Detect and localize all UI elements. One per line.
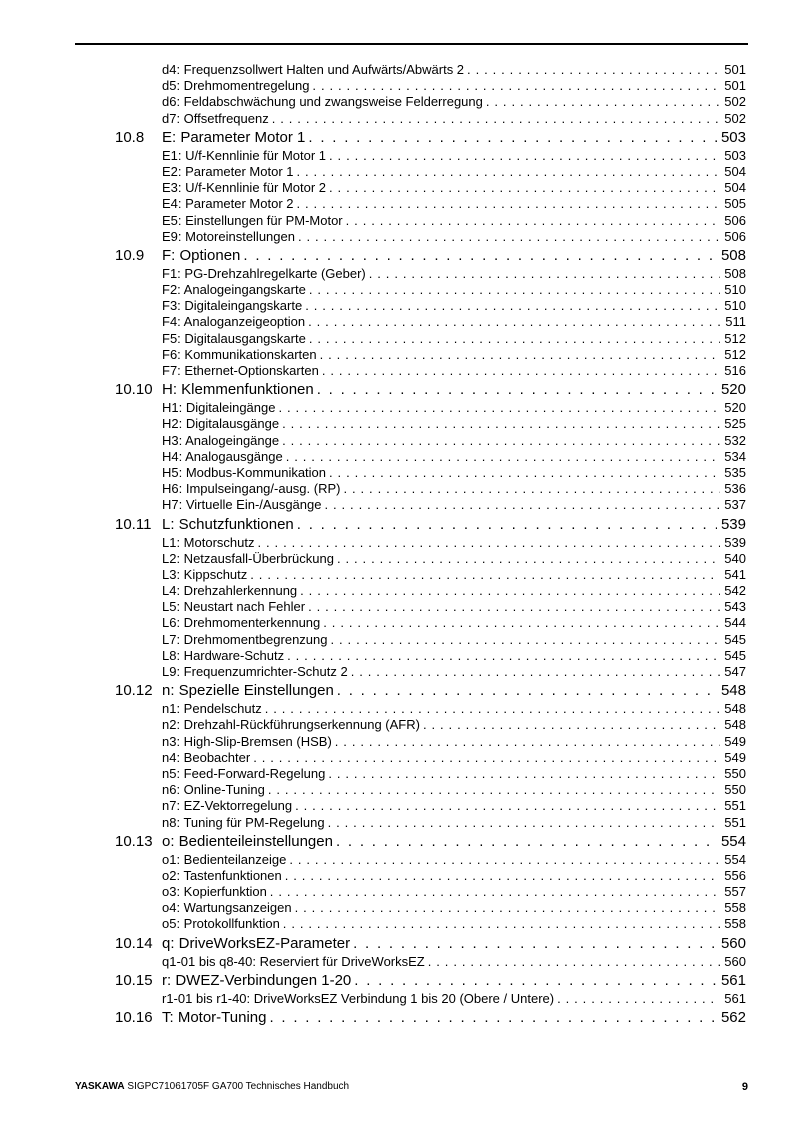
toc-page-number: 540	[724, 550, 746, 566]
toc-page-number: 502	[724, 94, 746, 110]
toc-page-number: 534	[724, 448, 746, 464]
toc-subsection-entry[interactable]	[0, 815, 793, 831]
toc-page-number: 512	[724, 346, 746, 362]
toc-dot-leader	[282, 416, 720, 432]
toc-dot-leader	[297, 515, 717, 535]
toc-dot-leader	[337, 681, 717, 701]
toc-entry-title: T: Motor-Tuning	[162, 1008, 269, 1028]
toc-dot-leader	[323, 615, 720, 631]
toc-subsection-entry[interactable]	[0, 701, 793, 717]
toc-page-number: 541	[724, 566, 746, 582]
toc-entry-title: n3: High-Slip-Bremsen (HSB)	[162, 734, 335, 750]
toc-page-number: 539	[720, 515, 746, 533]
toc-subsection-entry[interactable]	[0, 648, 793, 664]
toc-subsection-entry[interactable]	[0, 750, 793, 766]
toc-dot-leader	[329, 148, 720, 164]
toc-subsection-entry[interactable]	[0, 196, 793, 212]
toc-subsection-entry[interactable]	[0, 900, 793, 916]
toc-page-number: 554	[720, 832, 746, 850]
toc-page-number: 501	[724, 78, 746, 94]
footer-brand: YASKAWA	[75, 1081, 125, 1092]
toc-entry-title: L6: Drehmomenterkennung	[162, 615, 323, 631]
toc-dot-leader	[346, 213, 721, 229]
toc-subsection-entry[interactable]	[0, 782, 793, 798]
toc-subsection-entry[interactable]	[0, 798, 793, 814]
table-of-contents	[0, 62, 793, 1028]
toc-dot-leader	[250, 567, 720, 583]
toc-section-number: 10.10	[115, 381, 153, 399]
toc-entry-title: F3: Digitaleingangskarte	[162, 298, 305, 314]
toc-entry-title: d4: Frequenzsollwert Halten und Aufwärts/Abwärts 2	[162, 62, 467, 78]
toc-page-number: 505	[724, 196, 746, 212]
toc-subsection-entry[interactable]	[0, 916, 793, 932]
toc-section-entry[interactable]	[0, 934, 793, 954]
toc-subsection-entry[interactable]	[0, 78, 793, 94]
toc-entry-title: o4: Wartungsanzeigen	[162, 900, 295, 916]
toc-entry-title: H: Klemmenfunktionen	[162, 380, 317, 400]
toc-page-number: 560	[720, 934, 746, 952]
toc-page-number: 550	[724, 765, 746, 781]
toc-entry-title: E1: U/f-Kennlinie für Motor 1	[162, 148, 329, 164]
toc-page-number: 504	[724, 163, 746, 179]
toc-dot-leader	[269, 1008, 716, 1028]
toc-page-number: 551	[724, 798, 746, 814]
toc-section-entry[interactable]	[0, 681, 793, 701]
toc-subsection-entry[interactable]	[0, 266, 793, 282]
toc-dot-leader	[305, 298, 720, 314]
toc-page-number: 543	[724, 599, 746, 615]
toc-page-number: 548	[724, 717, 746, 733]
toc-section-number: 10.12	[115, 682, 153, 700]
toc-subsection-entry[interactable]	[0, 347, 793, 363]
toc-entry-title: H1: Digitaleingänge	[162, 400, 278, 416]
toc-dot-leader	[283, 916, 721, 932]
toc-entry-title: F7: Ethernet-Optionskarten	[162, 363, 322, 379]
toc-page-number: 508	[720, 246, 746, 264]
toc-entry-title: n7: EZ-Vektorregelung	[162, 798, 295, 814]
toc-dot-leader	[300, 583, 720, 599]
toc-subsection-entry[interactable]	[0, 852, 793, 868]
toc-dot-leader	[243, 246, 717, 266]
toc-page-number: 511	[725, 314, 746, 330]
toc-page-number: 561	[720, 971, 746, 989]
toc-dot-leader	[467, 62, 720, 78]
toc-subsection-entry[interactable]	[0, 583, 793, 599]
toc-section-entry[interactable]	[0, 515, 793, 535]
toc-dot-leader	[285, 868, 721, 884]
toc-subsection-entry[interactable]	[0, 180, 793, 196]
toc-section-number: 10.13	[115, 832, 153, 850]
toc-dot-leader	[324, 497, 720, 513]
toc-entry-title: n: Spezielle Einstellungen	[162, 681, 337, 701]
toc-entry-title: n4: Beobachter	[162, 750, 253, 766]
toc-entry-title: L7: Drehmomentbegrenzung	[162, 632, 331, 648]
toc-entry-title: q: DriveWorksEZ-Parameter	[162, 934, 353, 954]
toc-page-number: 556	[724, 867, 746, 883]
toc-subsection-entry[interactable]	[0, 363, 793, 379]
toc-dot-leader	[312, 78, 720, 94]
toc-section-number: 10.8	[115, 128, 145, 146]
toc-page-number: 545	[724, 647, 746, 663]
toc-entry-title: d7: Offsetfrequenz	[162, 111, 272, 127]
toc-entry-title: F: Optionen	[162, 246, 243, 266]
toc-subsection-entry[interactable]	[0, 449, 793, 465]
toc-entry-title: L8: Hardware-Schutz	[162, 648, 287, 664]
toc-entry-title: E9: Motoreinstellungen	[162, 229, 298, 245]
toc-dot-leader	[308, 599, 720, 615]
toc-page-number: 506	[724, 212, 746, 228]
toc-dot-leader	[351, 664, 721, 680]
toc-entry-title: H2: Digitalausgänge	[162, 416, 282, 432]
toc-entry-title: H5: Modbus-Kommunikation	[162, 465, 329, 481]
toc-entry-title: E5: Einstellungen für PM-Motor	[162, 213, 346, 229]
toc-dot-leader	[297, 164, 721, 180]
toc-entry-title: d6: Feldabschwächung und zwangsweise Felderregung	[162, 94, 486, 110]
toc-dot-leader	[278, 400, 720, 416]
toc-page-number: 547	[724, 664, 746, 679]
toc-dot-leader	[309, 282, 720, 298]
toc-page-number: 558	[724, 900, 746, 916]
toc-entry-title: E3: U/f-Kennlinie für Motor 2	[162, 180, 329, 196]
toc-dot-leader	[289, 852, 720, 868]
toc-dot-leader	[265, 701, 721, 717]
toc-page-number: 516	[724, 363, 746, 378]
toc-entry-title: E2: Parameter Motor 1	[162, 164, 297, 180]
toc-entry-title: L2: Netzausfall-Überbrückung	[162, 551, 337, 567]
toc-page-number: 544	[724, 615, 746, 631]
toc-dot-leader	[308, 314, 721, 330]
toc-page-number: 539	[724, 534, 746, 550]
toc-section-entry[interactable]	[0, 380, 793, 400]
toc-page-number: 548	[720, 682, 746, 700]
toc-dot-leader	[308, 128, 717, 148]
toc-subsection-entry[interactable]	[0, 567, 793, 583]
toc-entry-title: n2: Drehzahl-Rückführungserkennung (AFR)	[162, 717, 423, 733]
toc-dot-leader	[272, 111, 721, 127]
toc-page-number: 549	[724, 733, 746, 749]
toc-dot-leader	[486, 94, 720, 110]
toc-entry-title: r: DWEZ-Verbindungen 1-20	[162, 971, 354, 991]
toc-entry-title: F6: Kommunikationskarten	[162, 347, 320, 363]
toc-subsection-entry[interactable]	[0, 229, 793, 245]
toc-subsection-entry[interactable]	[0, 551, 793, 567]
toc-subsection-entry[interactable]	[0, 111, 793, 127]
toc-subsection-entry[interactable]	[0, 148, 793, 164]
toc-entry-title: o: Bedienteileinstellungen	[162, 832, 336, 852]
toc-subsection-entry[interactable]	[0, 416, 793, 432]
toc-entry-title: H3: Analogeingänge	[162, 433, 282, 449]
toc-page-number: 510	[724, 282, 746, 298]
toc-page-number: 549	[724, 749, 746, 765]
toc-page-number: 535	[724, 464, 746, 480]
toc-dot-leader	[258, 535, 721, 551]
toc-entry-title: n5: Feed-Forward-Regelung	[162, 766, 328, 782]
toc-subsection-entry[interactable]	[0, 481, 793, 497]
toc-dot-leader	[297, 196, 721, 212]
toc-page-number: 558	[724, 916, 746, 932]
toc-subsection-entry[interactable]	[0, 433, 793, 449]
toc-dot-leader	[268, 782, 720, 798]
toc-entry-title: o2: Tastenfunktionen	[162, 868, 285, 884]
toc-page-number: 545	[724, 631, 746, 647]
toc-page-number: 501	[724, 62, 746, 77]
toc-entry-title: n8: Tuning für PM-Regelung	[162, 815, 328, 831]
toc-entry-title: d5: Drehmomentregelung	[162, 78, 312, 94]
toc-subsection-entry[interactable]	[0, 164, 793, 180]
footer-page-number: 9	[741, 1081, 748, 1093]
toc-page-number: 532	[724, 432, 746, 448]
toc-dot-leader	[337, 551, 720, 567]
toc-subsection-entry[interactable]	[0, 535, 793, 551]
footer-doc-title	[75, 1081, 349, 1093]
toc-subsection-entry[interactable]	[0, 400, 793, 416]
toc-entry-title: L1: Motorschutz	[162, 535, 258, 551]
toc-page-number: 520	[720, 381, 746, 399]
toc-section-number: 10.11	[115, 515, 152, 533]
toc-dot-leader	[253, 750, 720, 766]
toc-subsection-entry[interactable]	[0, 954, 793, 970]
toc-dot-leader	[298, 229, 720, 245]
toc-dot-leader	[320, 347, 721, 363]
toc-section-entry[interactable]	[0, 246, 793, 266]
toc-subsection-entry[interactable]	[0, 465, 793, 481]
toc-page-number: 537	[724, 497, 746, 513]
toc-dot-leader	[343, 481, 720, 497]
toc-section-number: 10.14	[115, 934, 153, 952]
toc-dot-leader	[557, 991, 720, 1007]
toc-dot-leader	[317, 380, 717, 400]
toc-section-entry[interactable]	[0, 1008, 793, 1028]
toc-dot-leader	[295, 900, 721, 916]
toc-subsection-entry[interactable]	[0, 314, 793, 330]
toc-page-number: 548	[724, 701, 746, 717]
toc-dot-leader	[353, 934, 717, 954]
toc-dot-leader	[287, 648, 720, 664]
toc-section-number: 10.9	[115, 246, 145, 264]
toc-page-number: 542	[724, 583, 746, 599]
toc-dot-leader	[354, 971, 717, 991]
toc-entry-title: H6: Impulseingang/-ausg. (RP)	[162, 481, 343, 497]
toc-subsection-entry[interactable]	[0, 62, 793, 78]
toc-subsection-entry[interactable]	[0, 717, 793, 733]
toc-dot-leader	[335, 734, 721, 750]
toc-entry-title: o3: Kopierfunktion	[162, 884, 270, 900]
toc-page-number: 551	[724, 814, 746, 830]
toc-subsection-entry[interactable]	[0, 497, 793, 513]
toc-dot-leader	[322, 363, 720, 379]
toc-entry-title: L3: Kippschutz	[162, 567, 250, 583]
toc-page-number: 510	[724, 298, 746, 314]
toc-entry-title: H7: Virtuelle Ein-/Ausgänge	[162, 497, 324, 513]
toc-dot-leader	[428, 954, 721, 970]
toc-entry-title: F4: Analoganzeigeoption	[162, 314, 308, 330]
toc-dot-leader	[329, 180, 720, 196]
toc-dot-leader	[328, 815, 721, 831]
toc-dot-leader	[328, 766, 720, 782]
toc-subsection-entry[interactable]	[0, 94, 793, 110]
toc-subsection-entry[interactable]	[0, 298, 793, 314]
toc-page-number: 525	[724, 416, 746, 432]
toc-page-number: 503	[720, 128, 746, 146]
toc-page-number: 536	[724, 481, 746, 497]
toc-dot-leader	[286, 449, 721, 465]
toc-page-number: 506	[724, 228, 746, 244]
toc-page-number: 520	[724, 400, 746, 416]
toc-section-entry[interactable]	[0, 971, 793, 991]
toc-page-number: 508	[724, 265, 746, 281]
toc-subsection-entry[interactable]	[0, 331, 793, 347]
toc-page-number: 503	[724, 147, 746, 163]
toc-section-number: 10.15	[115, 971, 153, 989]
toc-page-number: 550	[724, 782, 746, 798]
toc-page-number: 512	[724, 330, 746, 346]
toc-dot-leader	[369, 266, 721, 282]
toc-entry-title: E4: Parameter Motor 2	[162, 196, 297, 212]
toc-page-number: 557	[724, 884, 746, 900]
footer-doc-number: SIGPC71061705F GA700 Technisches Handbuch	[124, 1081, 350, 1092]
toc-subsection-entry[interactable]	[0, 615, 793, 631]
toc-entry-title: q1-01 bis q8-40: Reserviert für DriveWorksEZ	[162, 954, 428, 970]
toc-section-entry[interactable]	[0, 128, 793, 148]
toc-subsection-entry[interactable]	[0, 632, 793, 648]
page-footer	[75, 1081, 748, 1093]
toc-entry-title: o5: Protokollfunktion	[162, 916, 283, 932]
toc-dot-leader	[423, 717, 720, 733]
toc-subsection-entry[interactable]	[0, 734, 793, 750]
toc-entry-title: L4: Drehzahlerkennung	[162, 583, 300, 599]
toc-page-number: 554	[724, 851, 746, 867]
toc-subsection-entry[interactable]	[0, 599, 793, 615]
toc-dot-leader	[309, 331, 720, 347]
toc-dot-leader	[295, 798, 720, 814]
toc-page-number: 502	[724, 110, 746, 126]
toc-entry-title: r1-01 bis r1-40: DriveWorksEZ Verbindung 1 bis 20 (Obere / Untere)	[162, 991, 557, 1007]
toc-dot-leader	[282, 433, 720, 449]
toc-entry-title: o1: Bedienteilanzeige	[162, 852, 289, 868]
toc-page-number: 562	[720, 1009, 746, 1026]
toc-section-number: 10.16	[115, 1009, 153, 1026]
toc-subsection-entry[interactable]	[0, 868, 793, 884]
toc-subsection-entry[interactable]	[0, 213, 793, 229]
toc-section-entry[interactable]	[0, 832, 793, 852]
toc-entry-title: L5: Neustart nach Fehler	[162, 599, 308, 615]
toc-dot-leader	[336, 832, 717, 852]
toc-subsection-entry[interactable]	[0, 664, 793, 680]
toc-entry-title: F5: Digitalausgangskarte	[162, 331, 309, 347]
toc-subsection-entry[interactable]	[0, 884, 793, 900]
toc-entry-title: n1: Pendelschutz	[162, 701, 265, 717]
toc-dot-leader	[331, 632, 721, 648]
toc-dot-leader	[270, 884, 721, 900]
toc-page-number: 504	[724, 180, 746, 196]
toc-entry-title: H4: Analogausgänge	[162, 449, 286, 465]
toc-entry-title: F1: PG-Drehzahlregelkarte (Geber)	[162, 266, 369, 282]
toc-entry-title: L: Schutzfunktionen	[162, 515, 297, 535]
toc-subsection-entry[interactable]	[0, 991, 793, 1007]
toc-subsection-entry[interactable]	[0, 282, 793, 298]
header-rule	[75, 43, 748, 45]
toc-entry-title: E: Parameter Motor 1	[162, 128, 308, 148]
toc-page-number: 561	[724, 990, 746, 1006]
toc-entry-title: L9: Frequenzumrichter-Schutz 2	[162, 664, 351, 680]
toc-dot-leader	[329, 465, 720, 481]
toc-page-number: 560	[724, 953, 746, 969]
toc-entry-title: n6: Online-Tuning	[162, 782, 268, 798]
toc-entry-title: F2: Analogeingangskarte	[162, 282, 309, 298]
toc-subsection-entry[interactable]	[0, 766, 793, 782]
